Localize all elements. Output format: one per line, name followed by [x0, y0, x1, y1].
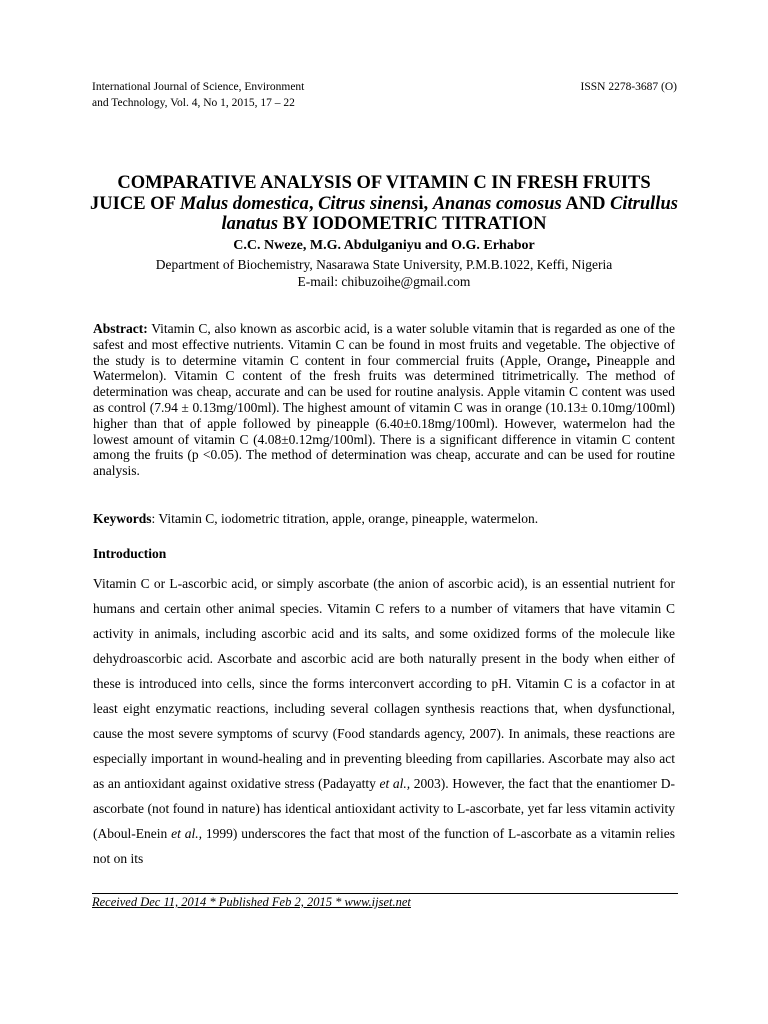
intro-etal-1: et al.,: [379, 776, 411, 791]
running-header: [92, 80, 677, 111]
footer-received-published: Received Dec 11, 2014 * Published Feb 2, 2015 * www.ijset.net: [92, 895, 411, 909]
abstract: [93, 321, 675, 479]
keywords: [93, 511, 675, 527]
species-citrus-end: i: [418, 193, 424, 214]
intro-text-3: 1999) underscores the fact that most of the function of L-ascorbate as a vitamin relies not on its: [93, 826, 675, 866]
title-sep-1: ,: [308, 193, 319, 214]
affiliation: Department of Biochemistry, Nasarawa State University, P.M.B.1022, Keffi, Nigeria: [155, 257, 613, 272]
title-tail: BY IODOMETRIC TITRATION: [278, 214, 547, 234]
section-heading-introduction: Introduction: [93, 546, 167, 561]
abstract-text-b: Pineapple and Watermelon). Vitamin C content of the fresh fruits was determined titrimetrically. The method of determination was cheap, accurate and can be used for routine analysis. Apple vitamin C content was used as control (7.94 ± 0.13mg/100ml). The highest amount of vitamin C was in orange (10.13± 0.10mg/100ml) higher than that of apple followed by pineapple (6.40±0.18mg/100ml). However, watermelon had the lowest amount of vitamin C (4.08±0.12mg/100ml). There is a significant difference in vitamin C content among the fruits (p <0.05). The method of determination was cheap, accurate and can be used for routine analysis.: [93, 352, 675, 479]
keywords-label: Keywords: [93, 511, 152, 526]
intro-text-2: 2003). However, the fact that the enantiomer D-ascorbate (not found in nature) has identical antioxidant activity to L-ascorbate, yet far less vitamin activity (Aboul-Enein: [93, 776, 675, 841]
intro-etal-2: et al.,: [171, 826, 203, 841]
paper-title: [60, 173, 708, 235]
email: E-mail: chibuzoihe@gmail.com: [297, 273, 471, 289]
species-lanatus: lanatus: [221, 214, 279, 234]
title-line-3: [60, 214, 708, 235]
issn: ISSN 2278-3687 (O): [580, 81, 677, 93]
title-and: AND: [561, 193, 611, 214]
species-citrullus: Citrullus: [610, 193, 678, 214]
abstract-label: Abstract:: [93, 321, 148, 336]
title-line-2: [60, 194, 708, 215]
abstract-text-a: Vitamin C, also known as ascorbic acid, is a water soluble vitamin that is regarded as one of the safest and most effective nutrients. Vitamin C can be found in most fruits and vegetable. The objective of the study is to determine vitamin C content in four commercial fruits (Apple, Orange: [93, 321, 675, 368]
intro-text-1: Vitamin C or L-ascorbic acid, or simply ascorbate (the anion of ascorbic acid), is an essential nutrient for humans and certain other animal species. Vitamin C refers to a number of vitamers that have vitamin C activity in animals, including ascorbic acid and its salts, and some oxidized forms of the molecule like dehydroascorbic acid. Ascorbate and ascorbic acid are both naturally present in the body when either of these is introduced into cells, since the forms interconvert according to pH. Vitamin C is a cofactor in at least eight enzymatic reactions, including several collagen synthesis reactions that, when dysfunctional, cause the most severe symptoms of scurvy (Food standards agency, 2007). In animals, these reactions are especially important in wound-healing and in preventing bleeding from capillaries. Ascorbate may also act as an antioxidant against oxidative stress (Padayatty: [93, 576, 675, 791]
authors: C.C. Nweze, M.G. Abdulganiyu and O.G. Erhabor: [233, 238, 535, 253]
title-line-1: COMPARATIVE ANALYSIS OF VITAMIN C IN FRESH FRUITS: [117, 173, 651, 193]
species-ananas: Ananas comosus: [432, 193, 562, 214]
title-sep-2: ,: [423, 193, 433, 214]
journal-citation: [92, 80, 304, 111]
abstract-comma: ,: [586, 352, 591, 368]
species-malus: Malus domestica: [179, 193, 309, 214]
species-citrus: Citrus sinens: [318, 193, 419, 214]
affiliation-block: [60, 257, 708, 290]
journal-line-1: International Journal of Science, Environment: [92, 81, 305, 93]
title-juice-of: JUICE OF: [90, 193, 180, 214]
keywords-text: : Vitamin C, iodometric titration, apple, orange, pineapple, watermelon.: [151, 511, 539, 526]
introduction-paragraph: [93, 571, 675, 871]
journal-line-2: and Technology, Vol. 4, No 1, 2015, 17 – 22: [92, 96, 295, 109]
